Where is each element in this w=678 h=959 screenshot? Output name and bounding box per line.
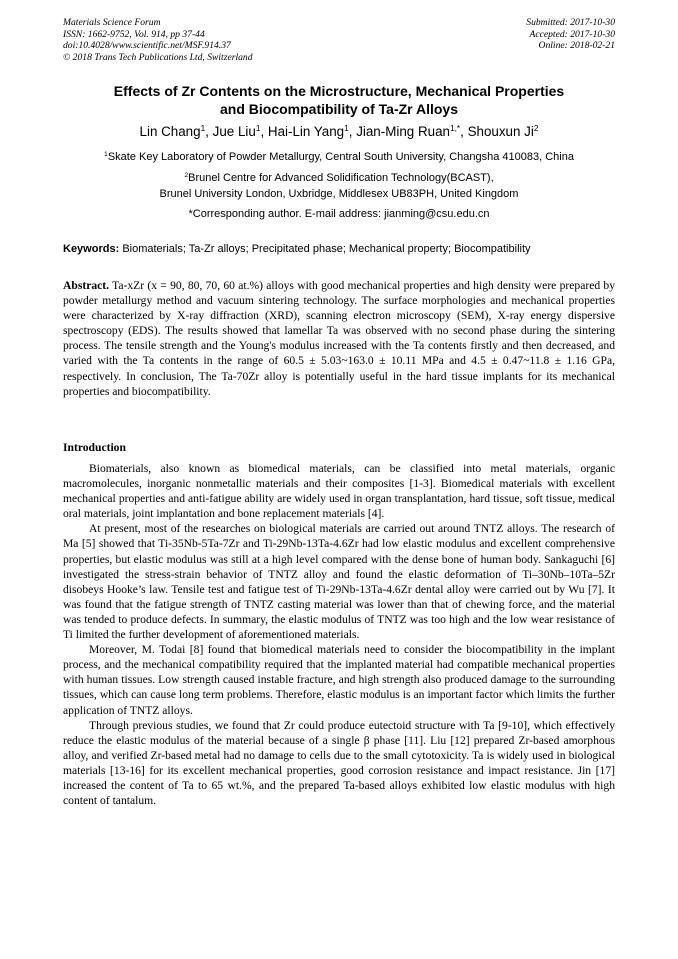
abstract: [63, 278, 615, 399]
title-line-1: Effects of Zr Contents on the Microstructure, Mechanical Properties: [113, 83, 565, 99]
author-name: Jian-Ming Ruan: [356, 124, 450, 139]
paper-title: [63, 83, 615, 118]
author-name: Lin Chang: [139, 124, 201, 139]
journal-doi: doi:10.4028/www.scientific.net/MSF.914.37: [63, 40, 231, 52]
author-affil-mark: 1,*: [449, 123, 461, 134]
author-affil-mark: 1: [255, 123, 261, 134]
abstract-text: Ta-xZr (x = 90, 80, 70, 60 at.%) alloys with good mechanical properties and high density were prepared by powder metallurgy method and vacuum sintering technology. The surface morphologies and mechanical properties were characterized by X-ray diffraction (XRD), scanning electron microscopy (SEM), X-ray energy dispersive spectroscopy (EDS). The results showed that lamellar Ta was observed with no second phase during the sintering process. The tensile strength and the Young's modulus increased with the Ta contents firstly and then decreased, and varied with the Ta contents in the range of 60.5 ± 5.03~163.0 ± 10.11 MPa and 4.5 ± 0.47~11.8 ± 1.16 GPa, respectively. In conclusion, The Ta-70Zr alloy is potentially useful in the hard tissue implants for its mechanical properties and biocompatibility.: [63, 279, 615, 398]
affiliation-2: [63, 171, 615, 201]
title-line-2: and Biocompatibility of Ta-Zr Alloys: [219, 100, 458, 117]
intro-paragraph: Biomaterials, also known as biomedical materials, can be classified into metal materials, organic macromolecules, inorganic nonmetallic materials and their composites [1-3]. Biomedical materials with excellent mechanical properties and anti-fatigue ability are widely used in organ transplantation, hard tissue, soft tissue, medical oral materials, joint implantation and bone replacement materials [4].: [63, 462, 615, 521]
keywords-text: Biomaterials; Ta-Zr alloys; Precipitated phase; Mechanical property; Biocompatibility: [122, 243, 531, 255]
abstract-label: Abstract.: [63, 279, 110, 292]
affil-mark: 1: [104, 151, 108, 159]
keywords-label: Keywords:: [63, 243, 120, 255]
corresponding-author: *Corresponding author. E-mail address: jianming@csu.edu.cn: [188, 208, 490, 220]
submission-dates: [526, 17, 615, 52]
author-name: Shouxun Ji: [467, 124, 534, 139]
author-name: Jue Liu: [212, 124, 256, 139]
journal-header: [63, 17, 253, 63]
author-list: Lin Chang$^1$, Jue Liu$^1$, Hai-Lin Yang$^1$, Jian-Ming Ruan$^{1,*}$, Shouxun Ji$^2$: [139, 123, 539, 139]
submitted-date: Submitted: 2017-10-30: [526, 17, 615, 28]
affil-text: Brunel Centre for Advanced Solidification Technology(BCAST),: [188, 172, 494, 184]
affil-text: Skate Key Laboratory of Powder Metallurgy, Central South University, Changsha 410083, China: [107, 151, 574, 163]
author-affil-mark: 2: [533, 123, 539, 134]
affil-text: Brunel University London, Uxbridge, Middlesex UB83PH, United Kingdom: [159, 188, 519, 200]
author-affil-mark: 1: [344, 123, 349, 134]
online-date: Online: 2018-02-21: [538, 40, 615, 52]
introduction-body: [63, 461, 615, 808]
author-name: Hai-Lin Yang: [267, 124, 345, 139]
author-affil-mark: 1: [200, 123, 206, 134]
journal-copyright: © 2018 Trans Tech Publications Ltd, Switzerland: [63, 51, 253, 63]
section-heading-introduction: Introduction: [63, 441, 126, 454]
intro-paragraph: At present, most of the researches on biological materials are carried out around TNTZ alloys. The research of Ma [5] showed that Ti-35Nb-5Ta-7Zr and Ti-29Nb-13Ta-4.6Zr had low elastic modulus and excellent comprehensive properties, but elastic modulus was still at a high level compared with the dense bone of human body. Sankaguchi [6] investigated the stress-strain behavior of TNTZ alloy and found the elastic deformation of Ti–30Nb–10Ta–5Zr disobeys Hooke’s law. Tensile test and fatigue test of Ti-29Nb-13Ta-4.6Zr dental alloy were carried out by Wu [7]. It was found that the fatigue strength of TNTZ casting material was lower than that of chewing force, and the material was tended to produce defects. In summary, the elastic modulus of TNTZ was too high and the low wear resistance of Ti limited the further development of aforementioned materials.: [63, 522, 615, 642]
intro-paragraph: Through previous studies, we found that Zr could produce eutectoid structure with Ta [9-10], which effectively reduce the elastic modulus of the material because of a single β phase [11]. Liu [12] prepared Zr-based amorphous alloy, and verified Zr-based metal had no damage to cells due to the small cytotoxicity. Ta is widely used in biological materials [13-16] for its excellent mechanical properties, good corrosion resistance and impact resistance. Jin [17] increased the content of Ta to 65 wt.%, and the prepared Ta-based alloys exhibited low elastic modulus with high content of tantalum.: [63, 718, 615, 808]
affiliation-1: [63, 150, 615, 166]
intro-paragraph: Moreover, M. Todai [8] found that biomedical materials need to consider the biocompatibility in the implant process, and the mechanical compatibility required that the implanted material had compatible mechanical properties with human tissues. Low strength caused instable fracture, and high strength also produced damage to the surrounding tissues, which can cause long term problems. Therefore, elastic modulus is an important factor which limits the further application of TNTZ alloys.: [63, 643, 615, 717]
accepted-date: Accepted: 2017-10-30: [529, 28, 615, 40]
journal-name: Materials Science Forum: [63, 17, 161, 28]
affil-mark: 2: [184, 172, 189, 180]
keywords: [63, 242, 615, 256]
journal-issn: ISSN: 1662-9752, Vol. 914, pp 37-44: [63, 28, 205, 40]
